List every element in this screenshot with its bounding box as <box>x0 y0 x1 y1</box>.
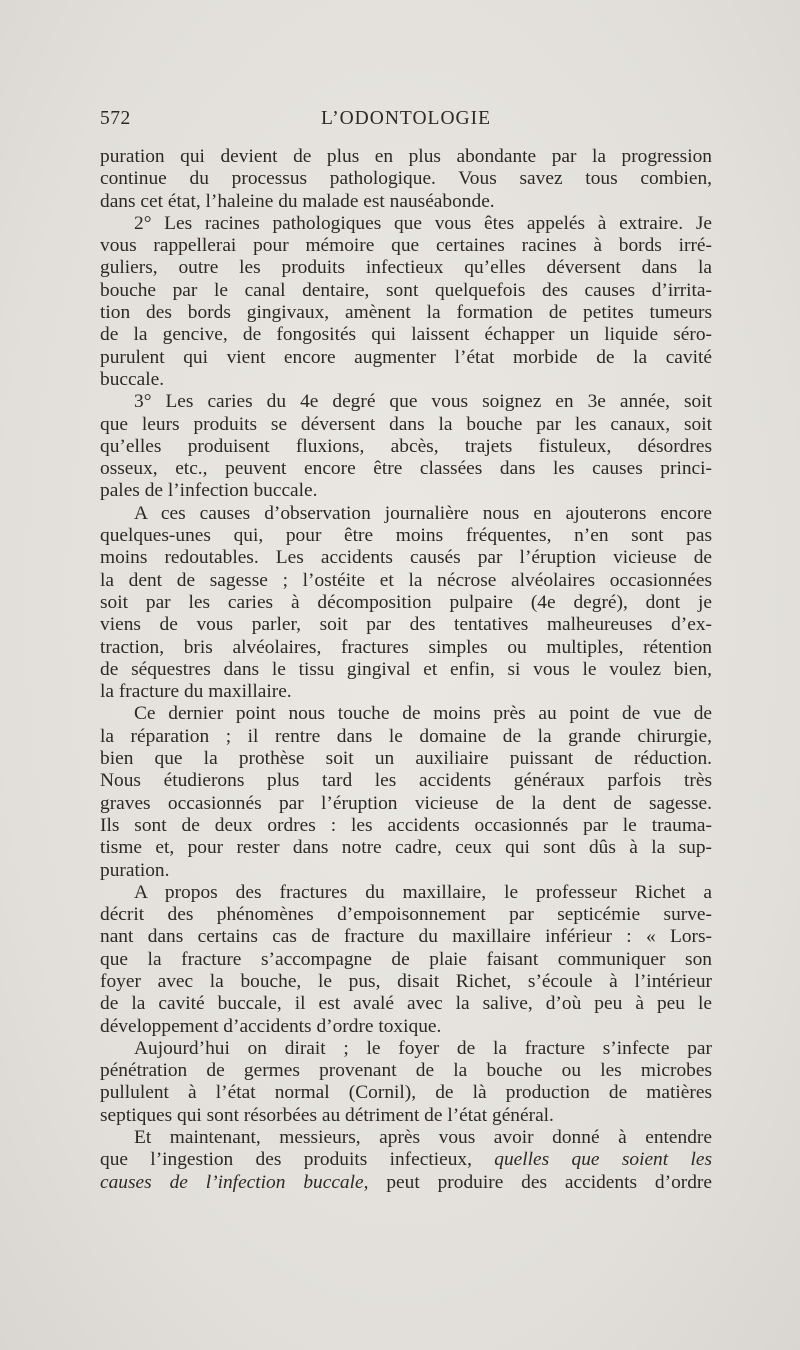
paragraph-8 <box>100 1127 712 1194</box>
text-line: viens de vous parler, soit par des tentatives malheureuses d’ex- <box>100 614 712 636</box>
text-line: foyer avec la bouche, le pus, disait Richet, s’écoule à l’intérieur <box>100 970 712 992</box>
text-line: tisme et, pour rester dans notre cadre, ceux qui sont dûs à la sup- <box>100 837 712 859</box>
text-fragment: , peut produire des accidents d’ordre <box>363 1171 712 1193</box>
text-line: la dent de sagesse ; l’ostéite et la nécrose alvéolaires occasionnées <box>100 569 712 591</box>
text-line: que la fracture s’accompagne de plaie faisant communiquer son <box>100 948 712 970</box>
text-line: A propos des fractures du maxillaire, le professeur Richet a <box>134 881 712 903</box>
paragraph-6 <box>100 882 712 1038</box>
body-text <box>100 146 712 1194</box>
running-title: L’ODONTOLOGIE <box>320 108 492 129</box>
text-line-with-italic <box>100 1172 712 1194</box>
paragraph-2 <box>100 213 712 391</box>
page-number: 572 <box>100 108 131 129</box>
text-line: développement d’accidents d’ordre toxique. <box>100 1015 442 1037</box>
text-line: septiques qui sont résorbées au détriment de l’état général. <box>100 1104 554 1126</box>
text-line: pullulent à l’état normal (Cornil), de là production de matières <box>100 1082 712 1104</box>
italic-fragment: quelles que soient les <box>494 1149 712 1171</box>
page-header <box>100 108 712 134</box>
paragraph-3 <box>100 391 712 502</box>
text-line-with-italic <box>100 1149 712 1171</box>
paragraph-4 <box>100 503 712 704</box>
paragraph-1 <box>100 146 712 213</box>
text-line: de la cavité buccale, il est avalé avec la salive, d’où peu à peu le <box>100 993 712 1015</box>
text-line: de séquestres dans le tissu gingival et enfin, si vous le voulez bien, <box>100 658 712 680</box>
text-line: Ils sont de deux ordres : les accidents occasionnés par le trauma- <box>100 814 712 836</box>
paragraph-7 <box>100 1038 712 1127</box>
text-line: pales de l’infection buccale. <box>100 480 318 502</box>
text-line: moins redoutables. Les accidents causés par l’éruption vicieuse de <box>100 547 712 569</box>
text-line: pénétration de germes provenant de la bouche ou les microbes <box>100 1060 712 1082</box>
text-line: dans cet état, l’haleine du malade est nauséabonde. <box>100 190 495 212</box>
text-line: A ces causes d’observation journalière nous en ajouterons encore <box>134 502 712 524</box>
text-line: quelques-unes qui, pour être moins fréquentes, n’en sont pas <box>100 525 712 547</box>
text-line: vous rappellerai pour mémoire que certaines racines à bords irré- <box>100 235 712 257</box>
text-line: traction, bris alvéolaires, fractures simples ou multiples, rétention <box>100 636 712 658</box>
text-line: puration qui devient de plus en plus abondante par la progression <box>100 146 712 167</box>
text-line: buccale. <box>100 368 165 390</box>
text-line: Et maintenant, messieurs, après vous avoir donné à entendre <box>134 1127 712 1149</box>
text-fragment: que l’ingestion des produits infectieux, <box>100 1149 472 1171</box>
paragraph-5 <box>100 703 712 881</box>
text-line: Ce dernier point nous touche de moins près au point de vue de <box>134 703 712 725</box>
text-line: Aujourd’hui on dirait ; le foyer de la fracture s’infecte par <box>134 1037 712 1059</box>
text-line: la réparation ; il rentre dans le domaine de la grande chirurgie, <box>100 725 712 747</box>
italic-fragment: causes de l’infection buccale <box>100 1171 364 1193</box>
text-line: la fracture du maxillaire. <box>100 681 292 703</box>
text-line: 3° Les caries du 4e degré que vous soignez en 3e année, soit <box>134 391 712 413</box>
text-line: tion des bords gingivaux, amènent la formation de petites tumeurs <box>100 302 712 324</box>
text-line: de la gencive, de fongosités qui laissent échapper un liquide séro- <box>100 324 712 346</box>
text-line: soit par les caries à décomposition pulpaire (4e degré), dont je <box>100 591 712 613</box>
text-line: graves occasionnés par l’éruption vicieuse de la dent de sagesse. <box>100 792 712 814</box>
text-line: puration. <box>100 859 170 881</box>
text-line: bien que la prothèse soit un auxiliaire puissant de réduction. <box>100 748 712 770</box>
text-line: décrit des phénomènes d’empoisonnement par septicémie surve- <box>100 904 712 926</box>
text-line: qu’elles produisent fluxions, abcès, trajets fistuleux, désordres <box>100 435 712 457</box>
text-line: bouche par le canal dentaire, sont quelquefois des causes d’irrita- <box>100 279 712 301</box>
text-line: que leurs produits se déversent dans la bouche par les canaux, soit <box>100 413 712 435</box>
text-line: continue du processus pathologique. Vous savez tous combien, <box>100 168 712 190</box>
text-line: purulent qui vient encore augmenter l’état morbide de la cavité <box>100 346 712 368</box>
text-line: osseux, etc., peuvent encore être classées dans les causes princi- <box>100 458 712 480</box>
text-line: nant dans certains cas de fracture du maxillaire inférieur : « Lors- <box>100 926 712 948</box>
text-line: guliers, outre les produits infectieux qu’elles déversent dans la <box>100 257 712 279</box>
text-line: Nous étudierons plus tard les accidents généraux parfois très <box>100 770 712 792</box>
text-line: 2° Les racines pathologiques que vous êtes appelés à extraire. Je <box>134 212 712 234</box>
